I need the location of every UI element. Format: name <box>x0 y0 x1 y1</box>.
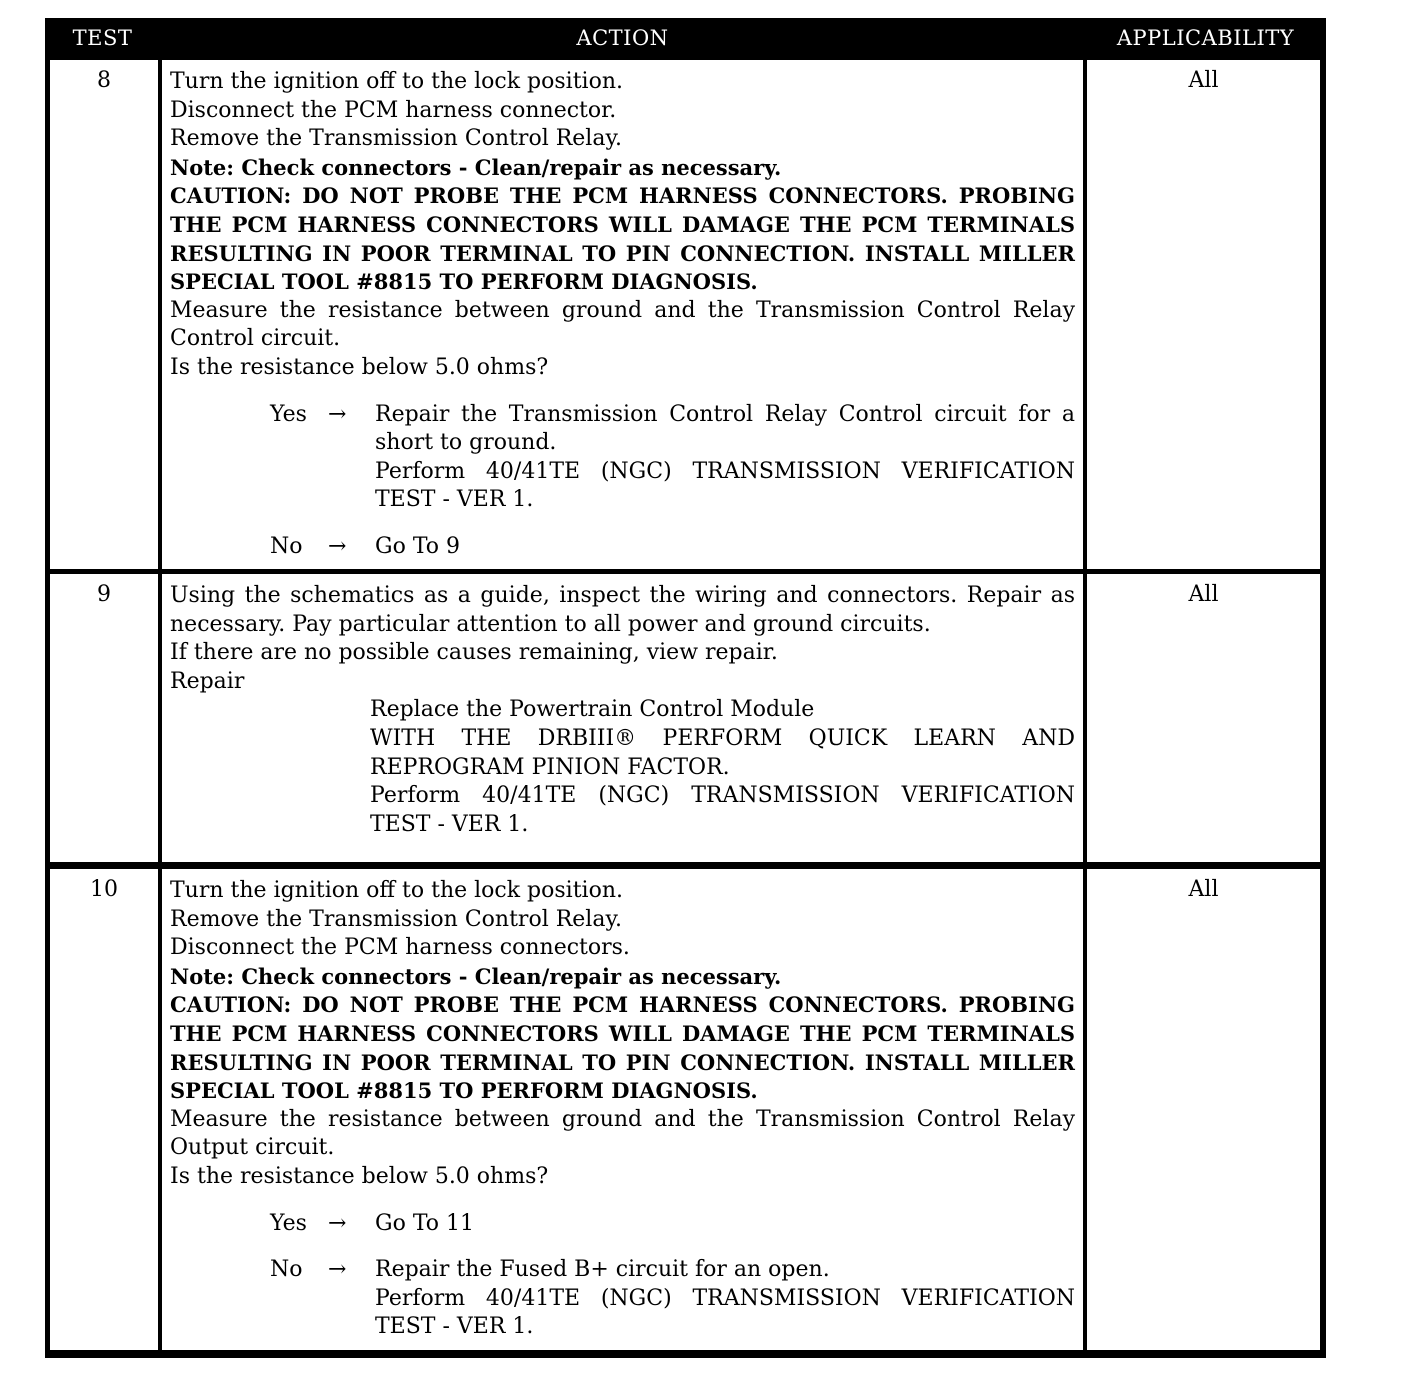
step-line: Disconnect the PCM harness connector. <box>170 97 617 123</box>
view-repair-text: If there are no possible causes remaining, view repair. <box>170 640 778 666</box>
test-number-10: 10 <box>50 869 158 1350</box>
applicability-10: All <box>1087 869 1320 1350</box>
arrow-icon: → <box>328 401 347 427</box>
repair-line: Replace the Powertrain Control Module <box>370 697 815 723</box>
no-verify: Perform 40/41TE (NGC) TRANSMISSION VERIFICATION TEST - VER 1. <box>375 1285 1075 1340</box>
yes-response <box>170 1210 1075 1239</box>
step-line: Turn the ignition off to the lock position. <box>170 878 623 903</box>
step-line: Disconnect the PCM harness connectors. <box>170 935 630 961</box>
caution-text: CAUTION: DO NOT PROBE THE PCM HARNESS CONNECTORS. PROBING THE PCM HARNESS CONNECTORS WILL DAMAGE THE PCM TERMINALS RESULTING IN POOR TERMINAL TO PIN CONNECTION. INSTALL MILLER SPECIAL TOOL #8815 TO PERFORM DIAGNOSIS. <box>170 183 1075 295</box>
repair-line: Perform 40/41TE (NGC) TRANSMISSION VERIFICATION TEST - VER 1. <box>370 783 1075 837</box>
note-text: Note: Check connectors - Clean/repair as necessary. <box>170 154 782 180</box>
question-text: Is the resistance below 5.0 ohms? <box>170 354 549 380</box>
inspect-text: Using the schematics as a guide, inspect the wiring and connectors. Repair as necessary. Pay particular attention to all power and ground circuits. <box>170 583 1075 637</box>
yes-label: Yes <box>270 401 307 427</box>
action-cell-10 <box>162 869 1083 1350</box>
arrow-icon: → <box>328 533 347 559</box>
repair-line: WITH THE DRBIII® PERFORM QUICK LEARN AND REPROGRAM PINION FACTOR. <box>370 725 1075 780</box>
yes-response <box>170 401 1075 515</box>
header-applicability: APPLICABILITY <box>1116 26 1295 50</box>
measure-text: Measure the resistance between ground and the Transmission Control Relay Output circuit. <box>170 1106 1075 1161</box>
measure-text: Measure the resistance between ground and the Transmission Control Relay Control circuit. <box>170 297 1075 352</box>
repair-label: Repair <box>170 668 245 694</box>
no-action: Go To 9 <box>375 533 461 559</box>
action-cell-9 <box>162 574 1083 862</box>
yes-label: Yes <box>270 1210 307 1236</box>
arrow-icon: → <box>328 1210 347 1236</box>
test-number-8: 8 <box>50 60 158 569</box>
step-line: Turn the ignition off to the lock position. <box>170 69 623 94</box>
test-number-9: 9 <box>50 574 158 862</box>
note-text: Note: Check connectors - Clean/repair as necessary. <box>170 963 782 989</box>
question-text: Is the resistance below 5.0 ohms? <box>170 1163 549 1189</box>
applicability-9: All <box>1087 574 1320 862</box>
action-cell-8 <box>162 60 1083 569</box>
yes-action: Repair the Transmission Control Relay Control circuit for a short to ground. <box>375 401 1075 456</box>
diagnostic-table <box>45 18 1326 1358</box>
applicability-8: All <box>1087 60 1320 569</box>
no-response <box>170 1256 1075 1342</box>
caution-text: CAUTION: DO NOT PROBE THE PCM HARNESS CONNECTORS. PROBING THE PCM HARNESS CONNECTORS WILL DAMAGE THE PCM TERMINALS RESULTING IN POOR TERMINAL TO PIN CONNECTION. INSTALL MILLER SPECIAL TOOL #8815 TO PERFORM DIAGNOSIS. <box>170 992 1075 1104</box>
no-label: No <box>270 533 303 559</box>
no-action: Repair the Fused B+ circuit for an open. <box>375 1257 830 1283</box>
arrow-icon: → <box>328 1257 347 1283</box>
step-line: Remove the Transmission Control Relay. <box>170 906 622 932</box>
no-response <box>170 533 1075 562</box>
header-test: TEST <box>72 26 133 50</box>
step-line: Remove the Transmission Control Relay. <box>170 126 622 152</box>
no-label: No <box>270 1257 303 1283</box>
yes-verify: Perform 40/41TE (NGC) TRANSMISSION VERIFICATION TEST - VER 1. <box>375 458 1075 513</box>
yes-action: Go To 11 <box>375 1210 475 1236</box>
header-action: ACTION <box>576 26 669 50</box>
